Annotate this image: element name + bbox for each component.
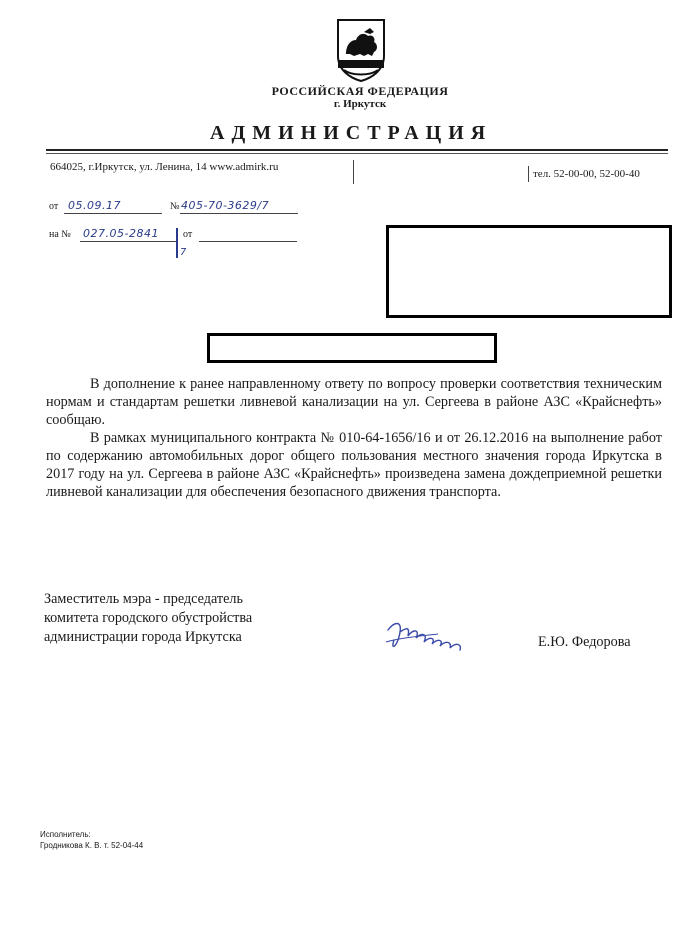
executor-block: [40, 829, 143, 851]
header-city: г. Иркутск: [333, 98, 387, 110]
redacted-recipient-box: [386, 225, 672, 318]
to-label: на №: [49, 229, 71, 240]
signer-name: Е.Ю. Федорова: [538, 634, 631, 650]
executor-value: Гродникова К. В. т. 52-04-44: [40, 841, 144, 850]
header-rule-thin: [46, 153, 668, 154]
handwritten-stroke: [176, 228, 178, 258]
signer-position-line-2: комитета городского обустройства: [44, 610, 253, 626]
handwritten-signature: [380, 612, 470, 662]
to-from-line: [199, 241, 297, 242]
from-label: от: [49, 201, 59, 212]
contact-phone: тел. 52-00-00, 52-00-40: [533, 168, 640, 180]
signer-position-line-3: администрации города Иркутска: [44, 629, 242, 645]
contact-address: 664025, г.Иркутск, ул. Ленина, 14 www.admirk.ru: [50, 161, 279, 173]
number-label: №: [170, 201, 180, 212]
body-paragraph-2: В рамках муниципального контракта № 010-64-1656/16 и от 26.12.2016 на выполнение работ по содержанию автомобильных дорог общего пользования местного значения города Иркутска в 2017 году на ул. Сергеева в районе АЗС «Крайснефть» произведена замена дождеприемной решетки ливневой канализации для обеспечения безопасного движения транспорта.: [46, 430, 662, 500]
header-rule-thick: [46, 149, 668, 151]
from-date-value: 05.09.17: [68, 199, 121, 212]
body-paragraph-1: В дополнение к ранее направленному ответу по вопросу проверки соответствия техническим нормам и стандартам решетки ливневой канализации на ул. Сергеева в районе АЗС «Крайснефть» сообщаю.: [46, 376, 662, 428]
from-date-line: [64, 213, 162, 214]
to-from-label: от: [183, 229, 193, 240]
header-administration: АДМИНИСТРАЦИЯ: [210, 122, 493, 144]
to-number-suffix: 7: [180, 247, 187, 258]
to-number-line: [80, 241, 176, 242]
number-line: [180, 213, 298, 214]
executor-label: Исполнитель:: [40, 830, 91, 839]
letter-body: [46, 375, 662, 501]
redacted-salutation-box: [207, 333, 497, 363]
to-number-value: 027.05-2841: [83, 227, 159, 240]
city-emblem-icon: [334, 18, 388, 82]
signer-position: [44, 590, 252, 647]
signer-position-line-1: Заместитель мэра - председатель: [44, 591, 243, 607]
address-divider: [353, 160, 354, 184]
phone-divider: [528, 166, 529, 182]
header-country: РОССИЙСКАЯ ФЕДЕРАЦИЯ: [271, 84, 449, 98]
number-value: 405-70-3629/7: [181, 199, 270, 212]
